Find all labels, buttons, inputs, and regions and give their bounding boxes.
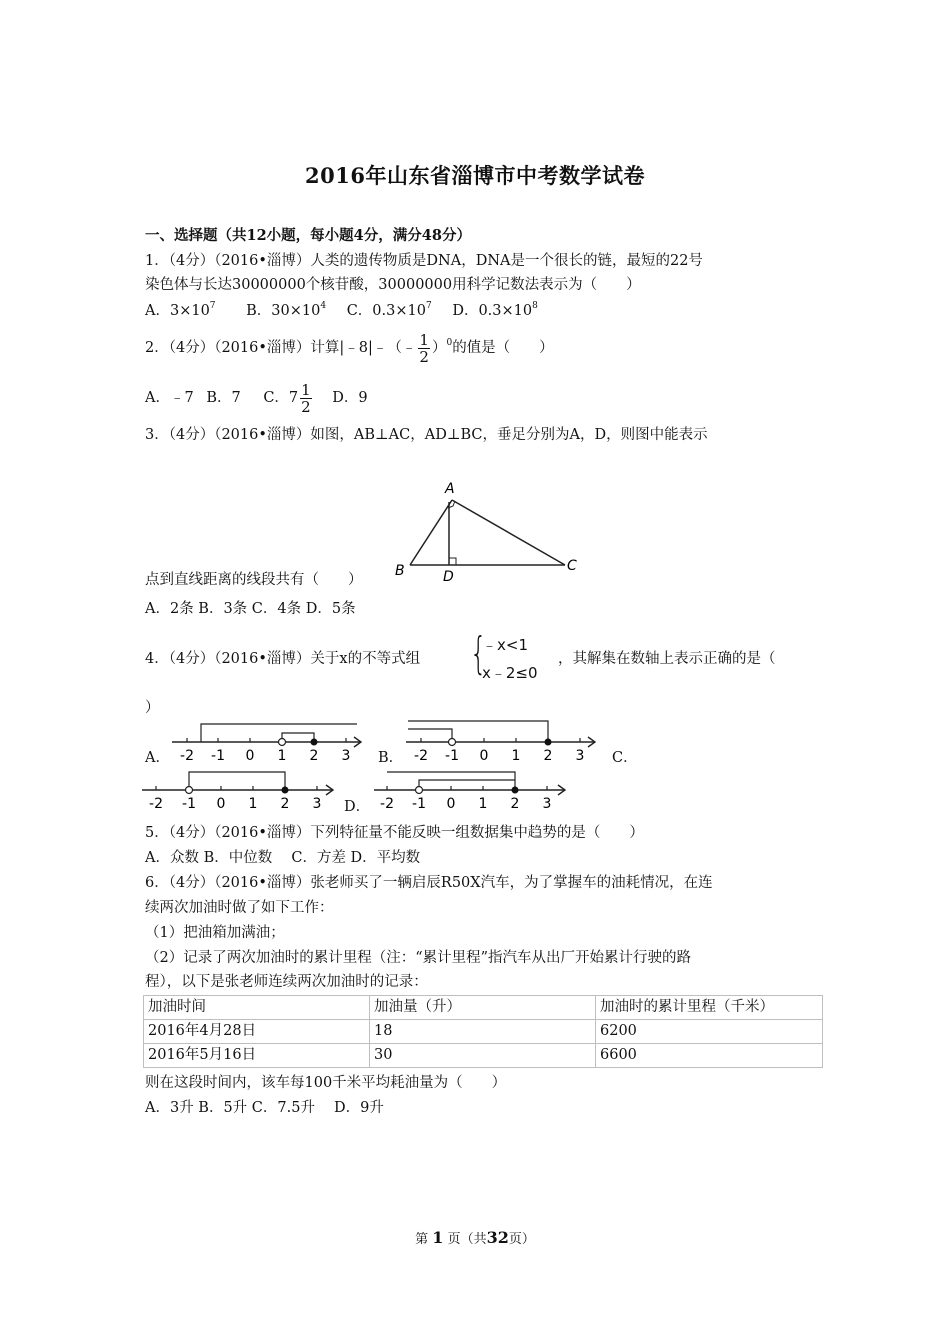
svg-text:0: 0 [446, 796, 456, 812]
q2-fraction: $\frac{1}{2}$ [419, 330, 429, 366]
table-header: 加油时间 [144, 996, 370, 1020]
q2-option-d: D．9 [332, 390, 368, 406]
number-line-b [402, 720, 602, 765]
table-row [144, 1044, 823, 1068]
svg-text:2: 2 [309, 748, 319, 764]
fuel-table [143, 995, 823, 1068]
q6-options: A．3升 B．5升 C．7.5升 D．9升 [145, 1100, 384, 1116]
svg-text:3: 3 [341, 748, 351, 764]
label-b: B [395, 563, 405, 579]
q1-options [145, 301, 538, 321]
table-cell: 30 [370, 1044, 596, 1068]
right-angle-d [449, 558, 456, 565]
closed-point [282, 787, 289, 794]
q1-option-a: A．$3\times 10^7$ [145, 301, 216, 319]
q6-step1: （1）把油箱加满油； [145, 925, 285, 941]
svg-text:3: 3 [312, 796, 322, 812]
svg-text:2: 2 [543, 748, 553, 764]
open-point [449, 739, 456, 746]
svg-text:1: 1 [248, 796, 258, 812]
svg-text:0: 0 [479, 748, 489, 764]
number-line-a [168, 720, 368, 765]
svg-text:-2: -2 [149, 796, 163, 812]
label-c: C [567, 558, 577, 574]
table-cell: 6600 [596, 1044, 823, 1068]
q2-stem: 2．（4分）（2016•淄博）计算|﹣8|﹣（﹣ $\frac{1}{2}$ ）$^0$的值是（ ） [145, 330, 554, 366]
svg-text:1: 1 [511, 748, 521, 764]
label-d: D [443, 569, 454, 585]
closed-point [311, 739, 318, 746]
q6-step2-line2: 程），以下是张老师连续两次加油时的记录： [145, 974, 428, 990]
section-heading: 一、选择题（共12小题，每小题4分，满分48分） [145, 227, 471, 244]
svg-text:0: 0 [216, 796, 226, 812]
svg-text:3: 3 [575, 748, 585, 764]
q1-option-b: B．$30\times 10^4$ [246, 301, 327, 319]
q4-stem-close: ） [145, 700, 160, 716]
segment-ab [410, 500, 452, 565]
q1-stem-line2: 染色体与长达30000000个核苷酸，30000000用科学记数法表示为（ ） [145, 277, 641, 293]
page-number: 1 [432, 1228, 444, 1247]
table-cell: 18 [370, 1020, 596, 1044]
svg-text:-1: -1 [412, 796, 426, 812]
svg-text:-1: -1 [182, 796, 196, 812]
svg-text:-2: -2 [180, 748, 194, 764]
q2-option-b: B．7 [206, 390, 241, 406]
open-point [279, 739, 286, 746]
svg-text:2: 2 [510, 796, 520, 812]
q4-label-c: C． [612, 750, 638, 766]
q6-stem-line1: 6．（4分）（2016•淄博）张老师买了一辆启辰R50X汽车，为了掌握车的油耗情况，在连 [145, 875, 713, 891]
page-total: 32 [486, 1228, 509, 1247]
q1-option-c: C．$0.3\times 10^7$ [346, 301, 432, 319]
q4-stem-pre: 4．（4分）（2016•淄博）关于x的不等式组 [145, 651, 421, 667]
q6-question: 则在这段时间内，该车每100千米平均耗油量为（ ） [145, 1075, 507, 1091]
svg-text:-1: -1 [445, 748, 459, 764]
table-cell: 2016年5月16日 [144, 1044, 370, 1068]
svg-text:3: 3 [542, 796, 552, 812]
q3-stem-line2: 点到直线距离的线段共有（ ） [145, 572, 363, 588]
svg-text:0: 0 [245, 748, 255, 764]
svg-text:-2: -2 [380, 796, 394, 812]
q3-options: A．2条 B．3条 C．4条 D．5条 [145, 601, 356, 617]
q3-stem-line1: 3．（4分）（2016•淄博）如图，AB⊥AC，AD⊥BC，垂足分别为A，D，则图中能表示 [145, 427, 708, 443]
q4-label-b: B． [378, 750, 404, 766]
page-footer: 第 1 页（共32页） [415, 1228, 535, 1247]
q4-label-d: D． [344, 799, 371, 815]
inequality-2: x﹣2≤0 [482, 664, 538, 682]
q4-label-a: A． [145, 750, 170, 766]
table-header: 加油量（升） [370, 996, 596, 1020]
number-line-d [372, 768, 572, 813]
table-header-row [144, 996, 823, 1020]
table-cell: 6200 [596, 1020, 823, 1044]
open-point [186, 787, 193, 794]
svg-text:1: 1 [478, 796, 488, 812]
svg-text:1: 1 [277, 748, 287, 764]
q5-stem: 5．（4分）（2016•淄博）下列特征量不能反映一组数据集中趋势的是（ ） [145, 825, 644, 841]
inequality-system [470, 628, 560, 684]
q4-stem-post: ，其解集在数轴上表示正确的是（ [558, 651, 776, 667]
q6-stem-line2: 续两次加油时做了如下工作： [145, 900, 334, 916]
table-cell: 2016年4月28日 [144, 1020, 370, 1044]
q2-option-c: C．7 $\frac{1}{2}$ [263, 380, 311, 416]
table-row [144, 1020, 823, 1044]
triangle-figure [385, 478, 585, 588]
q1-option-d: D．$0.3\times 10^8$ [452, 301, 538, 319]
number-line-c [140, 768, 340, 813]
q1-stem-line1: 1．（4分）（2016•淄博）人类的遗传物质是DNA，DNA是一个很长的链，最短的22号 [145, 253, 703, 269]
q2-options [145, 380, 368, 416]
q2-option-a: A．﹣7 [145, 390, 194, 406]
open-point [416, 787, 423, 794]
svg-text:2: 2 [280, 796, 290, 812]
q6-step2-line1: （2）记录了两次加油时的累计里程（注：“累计里程”指汽车从出厂开始累计行驶的路 [145, 950, 692, 966]
closed-point [545, 739, 552, 746]
segment-ac [452, 500, 565, 565]
svg-text:-1: -1 [211, 748, 225, 764]
page-title: 2016年山东省淄博市中考数学试卷 [305, 163, 645, 188]
closed-point [512, 787, 519, 794]
label-a: A [445, 481, 455, 497]
brace-icon: { [470, 628, 487, 679]
inequality-1: ﹣x<1 [482, 636, 528, 654]
q5-options: A．众数 B．中位数 C．方差 D．平均数 [145, 850, 421, 866]
svg-text:-2: -2 [414, 748, 428, 764]
table-header: 加油时的累计里程（千米） [596, 996, 823, 1020]
